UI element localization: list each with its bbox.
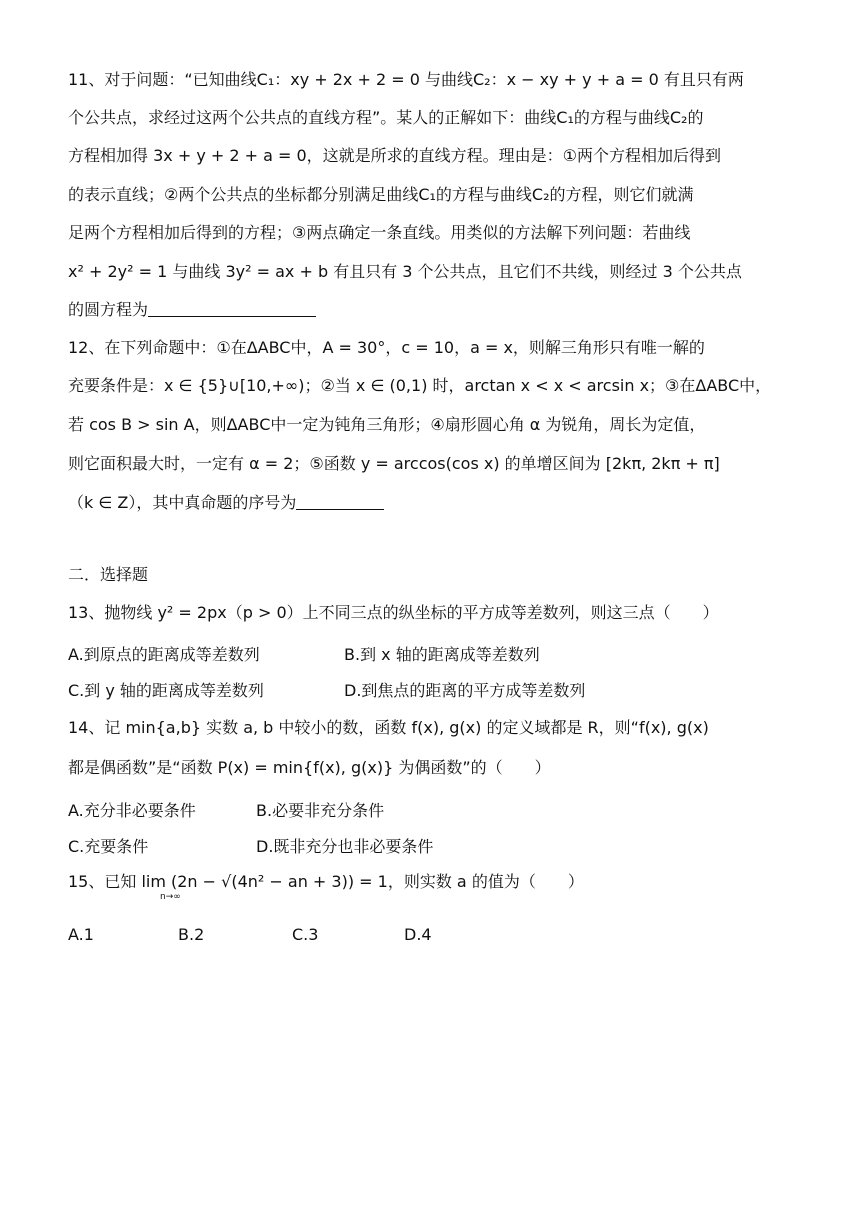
q11-line-5: 足两个方程相加后得到的方程；③两点确定一条直线。用类似的方法解下列问题：若曲线	[68, 223, 691, 242]
q15-limit-subscript: n→∞	[160, 892, 181, 902]
q14-line-2: 都是偶函数”是“函数 P(x) = min{f(x), g(x)} 为偶函数”的（ ）	[68, 758, 551, 777]
q12-line-5	[68, 493, 384, 513]
q12-line-3: 若 cos B > sin A，则ΔABC中一定为钝角三角形；④扇形圆心角 α 为锐角，周长为定值，	[68, 415, 706, 434]
q15-option-b: B.2	[178, 925, 205, 944]
q15-option-a: A.1	[68, 925, 94, 944]
q12-line-1: 12、在下列命题中：①在ΔABC中，A = 30°，c = 10，a = x，则解三角形只有唯一解的	[68, 338, 705, 357]
q12-line-5-text: （k ∈ Z），其中真命题的序号为	[68, 493, 297, 512]
q14-option-c: C.充要条件	[68, 837, 149, 856]
q11-line-7-text: 的圆方程为	[68, 300, 149, 319]
q11-line-3: 方程相加得 3x + y + 2 + a = 0，这就是所求的直线方程。理由是：①两个方程相加后得到	[68, 146, 722, 165]
q13-option-c: C.到 y 轴的距离成等差数列	[68, 681, 264, 700]
q14-option-a: A.充分非必要条件	[68, 801, 196, 820]
q13-option-d: D.到焦点的距离的平方成等差数列	[344, 681, 586, 700]
section-title: 二．选择题	[68, 565, 149, 584]
q13-option-b: B.到 x 轴的距离成等差数列	[344, 645, 540, 664]
answer-blank-11	[148, 300, 316, 317]
q11-line-2: 个公共点，求经过这两个公共点的直线方程”。某人的正解如下：曲线C₁的方程与曲线C₂的	[68, 108, 704, 127]
q11-line-6: x² + 2y² = 1 与曲线 3y² = ax + b 有且只有 3 个公共点，且它们不共线，则经过 3 个公共点	[68, 262, 742, 281]
q14-option-b: B.必要非充分条件	[256, 801, 385, 820]
q12-line-2: 充要条件是：x ∈ {5}∪[10,+∞)；②当 x ∈ (0,1) 时，arctan x < x < arcsin x；③在ΔABC中，	[68, 376, 772, 395]
q15-option-d: D.4	[404, 925, 432, 944]
q13-option-a: A.到原点的距离成等差数列	[68, 645, 260, 664]
q13-stem: 13、抛物线 y² = 2px（p > 0）上不同三点的纵坐标的平方成等差数列，则这三点（ ）	[68, 603, 719, 622]
q14-option-d: D.既非充分也非必要条件	[256, 837, 434, 856]
q11-line-4: 的表示直线；②两个公共点的坐标都分别满足曲线C₁的方程与曲线C₂的方程，则它们就满	[68, 185, 694, 204]
q15-option-c: C.3	[292, 925, 319, 944]
q15-stem: 15、已知 lim (2n − √(4n² − an + 3)) = 1，则实数 a 的值为（ ）	[68, 872, 584, 891]
q11-line-7	[68, 300, 316, 320]
q11-line-1: 11、对于问题：“已知曲线C₁：xy + 2x + 2 = 0 与曲线C₂：x − xy + y + a = 0 有且只有两	[68, 70, 744, 89]
answer-blank-12	[296, 493, 384, 510]
q12-line-4: 则它面积最大时，一定有 α = 2；⑤函数 y = arccos(cos x) 的单增区间为 [2kπ, 2kπ + π]	[68, 454, 720, 473]
q14-line-1: 14、记 min{a,b} 实数 a, b 中较小的数，函数 f(x), g(x) 的定义域都是 R，则“f(x), g(x)	[68, 718, 709, 737]
